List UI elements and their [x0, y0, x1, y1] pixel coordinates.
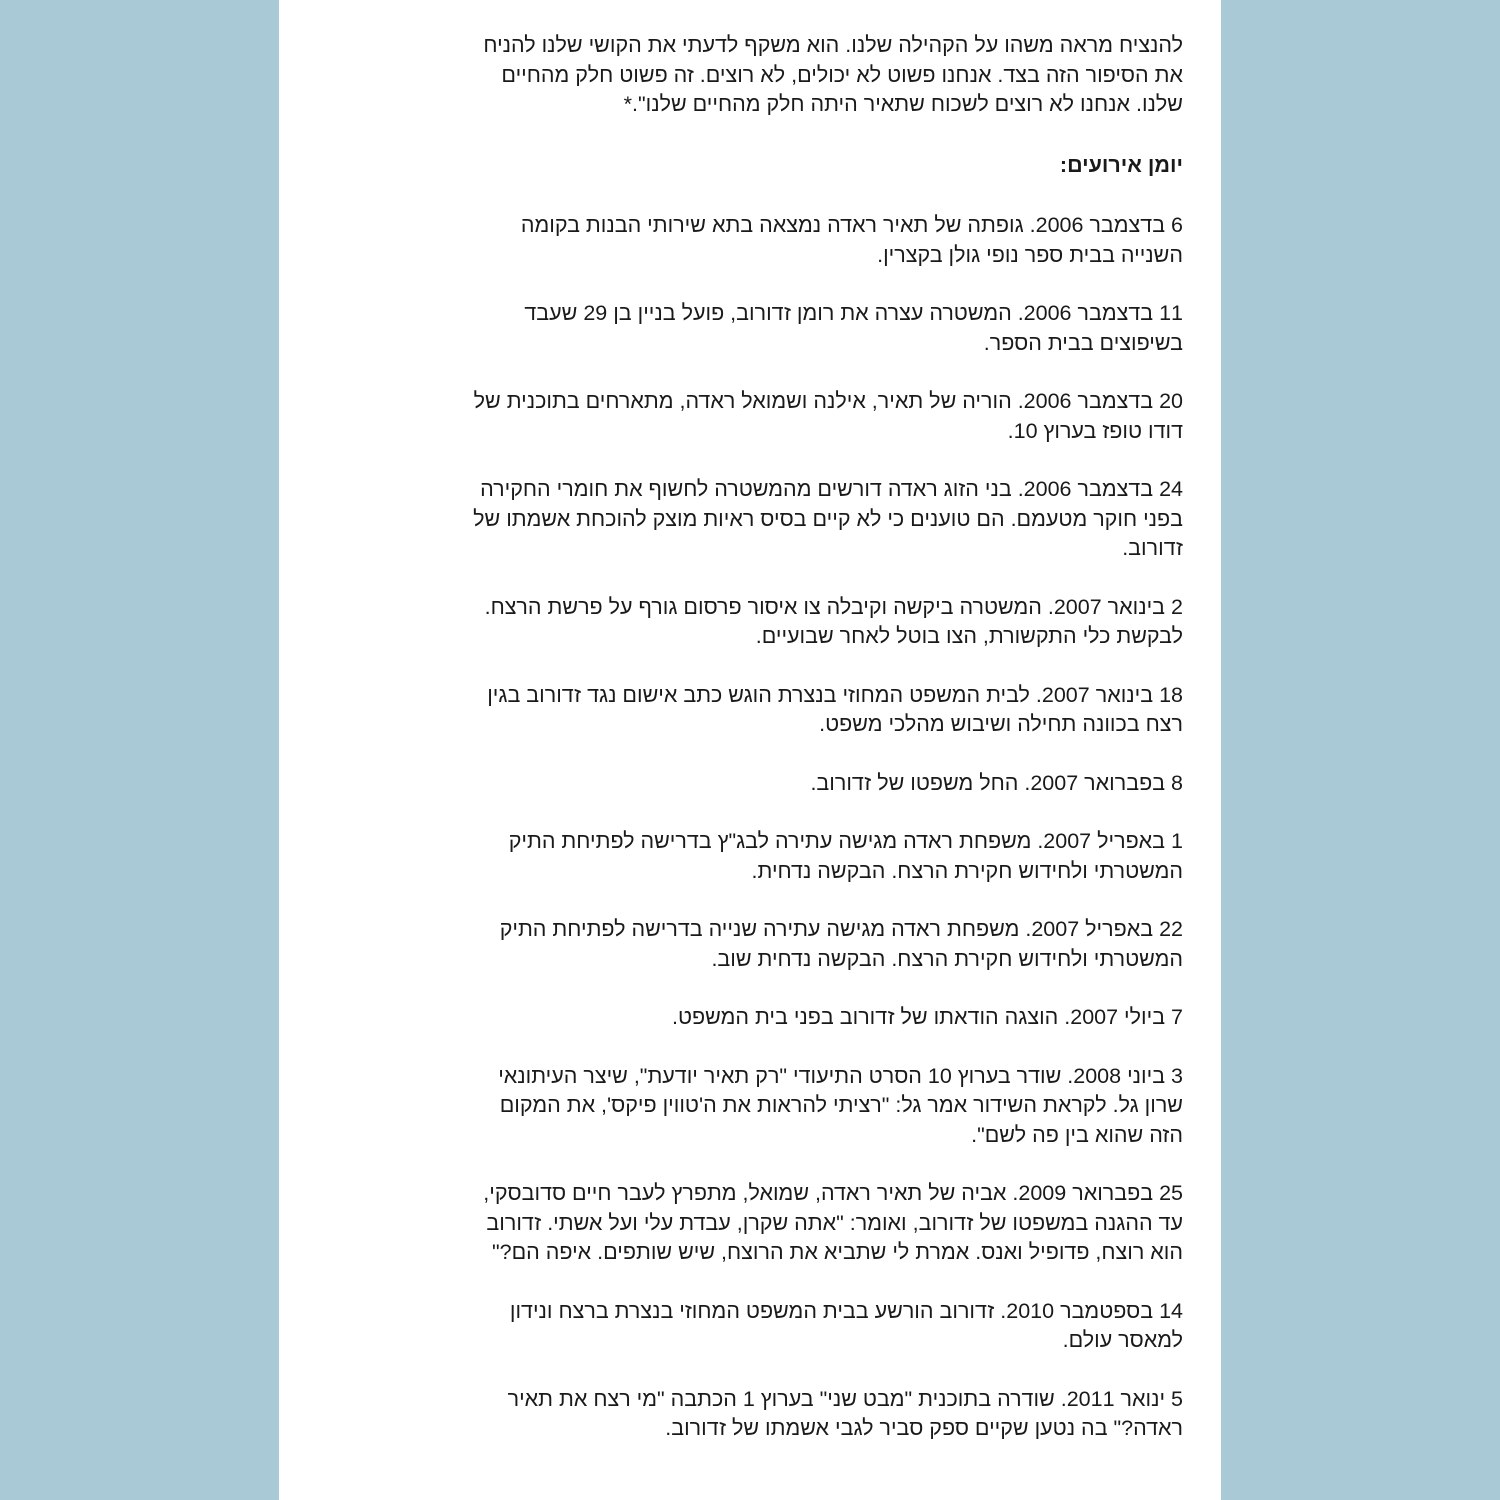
timeline-entry — [315, 769, 1185, 799]
entry-line: בשיפוצים בבית הספר. — [983, 330, 1183, 355]
timeline-entry — [315, 681, 1185, 740]
entry-line: 22 באפריל 2007. משפחת ראדה מגישה עתירה שנייה בדרישה לפתיחת התיק — [499, 917, 1183, 941]
timeline-entry — [315, 211, 1185, 270]
timeline-entry — [315, 593, 1185, 652]
entry-line: 14 בספטמבר 2010. זדורוב הורשע בבית המשפט המחוזי בנצרת ברצח ונידון — [509, 1298, 1183, 1323]
entry-line: השנייה בבית ספר נופי גולן בקצרין. — [877, 242, 1183, 267]
entry-line: 2 בינואר 2007. המשטרה ביקשה וקיבלה צו איסור פרסום גורף על פרשת הרצח. — [484, 594, 1183, 619]
entry-line: למאסר עולם. — [1062, 1328, 1183, 1352]
intro-line: את הסיפור הזה בצד. אנחנו פשוט לא יכולים, לא רוצים. זה פשוט חלק מהחיים — [501, 62, 1183, 87]
entry-line: ראדה?" בה נטען שקיים ספק סביר לגבי אשמתו של זדורוב. — [665, 1416, 1183, 1440]
section-heading: יומן אירועים: — [1059, 152, 1183, 177]
entry-line: בפני חוקר מטעמם. הם טוענים כי לא קיים בסיס ראיות מוצק להוכחת אשמתו של — [473, 506, 1183, 531]
entry-line: עד ההגנה במשפטו של זדורוב, ואומר: "אתה שקרן, עבדת עלי ועל אשתי. זדורוב — [486, 1210, 1183, 1235]
entry-line: 6 בדצמבר 2006. גופתה של תאיר ראדה נמצאה בתא שירותי הבנות בקומה — [520, 213, 1183, 237]
entry-line: 24 בדצמבר 2006. בני הזוג ראדה דורשים מהמשטרה לחשוף את חומרי החקירה — [480, 477, 1183, 501]
timeline-entry — [315, 475, 1185, 564]
entry-line: הוא רוצח, פדופיל ואנס. אמרת לי שתביא את הרוצח, שיש שותפים. איפה הם?" — [492, 1240, 1183, 1264]
entry-line: הזה שהוא בין פה לשם". — [971, 1122, 1183, 1147]
intro-paragraph — [315, 31, 1185, 120]
entry-line: 1 באפריל 2007. משפחת ראדה מגישה עתירה לבג"ץ בדרישה לפתיחת התיק — [508, 829, 1183, 853]
entry-line: שרון גל. לקראת השידור אמר גל: "רציתי להראות את ה'טווין פיקס', את המקום — [499, 1093, 1183, 1117]
timeline-entry — [315, 827, 1185, 886]
timeline-entry — [315, 915, 1185, 974]
entry-line: רצח בכוונה תחילה ושיבוש מהלכי משפט. — [819, 712, 1183, 736]
timeline-entry — [315, 1179, 1185, 1268]
entry-line: לבקשת כלי התקשורת, הצו בוטל לאחר שבועיים. — [755, 624, 1183, 648]
timeline-entry — [315, 299, 1185, 358]
timeline-entry — [315, 1003, 1185, 1033]
intro-line: להנציח מראה משהו על הקהילה שלנו. הוא משקף לדעתי את הקושי שלנו להניח — [483, 33, 1183, 57]
document-page — [279, 0, 1221, 1500]
entry-line: המשטרתי ולחידוש חקירת הרצח. הבקשה נדחית שוב. — [711, 946, 1183, 971]
entry-line: דודו טופז בערוץ 10. — [1007, 418, 1183, 443]
entry-line: זדורוב. — [1122, 536, 1183, 560]
entry-line: 8 בפברואר 2007. החל משפטו של זדורוב. — [810, 770, 1183, 795]
entry-line: 18 בינואר 2007. לבית המשפט המחוזי בנצרת הוגש כתב אישום נגד זדורוב בגין — [487, 682, 1183, 707]
entry-line: 5 ינואר 2011. שודרה בתוכנית "מבט שני" בערוץ 1 הכתבה "מי רצח את תאיר — [507, 1386, 1183, 1411]
event-timeline — [315, 211, 1185, 1444]
entry-line: 3 ביוני 2008. שודר בערוץ 10 הסרט התיעודי "רק תאיר יודעת", שיצר העיתונאי — [498, 1063, 1183, 1088]
entry-line: 7 ביולי 2007. הוצגה הודאתו של זדורוב בפני בית המשפט. — [672, 1005, 1183, 1029]
timeline-entry — [315, 1297, 1185, 1356]
entry-line: המשטרתי ולחידוש חקירת הרצח. הבקשה נדחית. — [751, 858, 1183, 883]
timeline-entry — [315, 1062, 1185, 1151]
intro-line: שלנו. אנחנו לא רוצים לשכוח שתאיר היתה חלק מהחיים שלנו".* — [623, 92, 1183, 116]
timeline-entry — [315, 387, 1185, 446]
entry-line: 20 בדצמבר 2006. הוריה של תאיר, אילנה ושמואל ראדה, מתארחים בתוכנית של — [473, 389, 1183, 413]
timeline-entry — [315, 1385, 1185, 1444]
entry-line: 25 בפברואר 2009. אביה של תאיר ראדה, שמואל, מתפרץ לעבר חיים סדובסקי, — [483, 1181, 1183, 1205]
entry-line: 11 בדצמבר 2006. המשטרה עצרה את רומן זדורוב, פועל בניין בן 29 שעבד — [524, 301, 1183, 325]
